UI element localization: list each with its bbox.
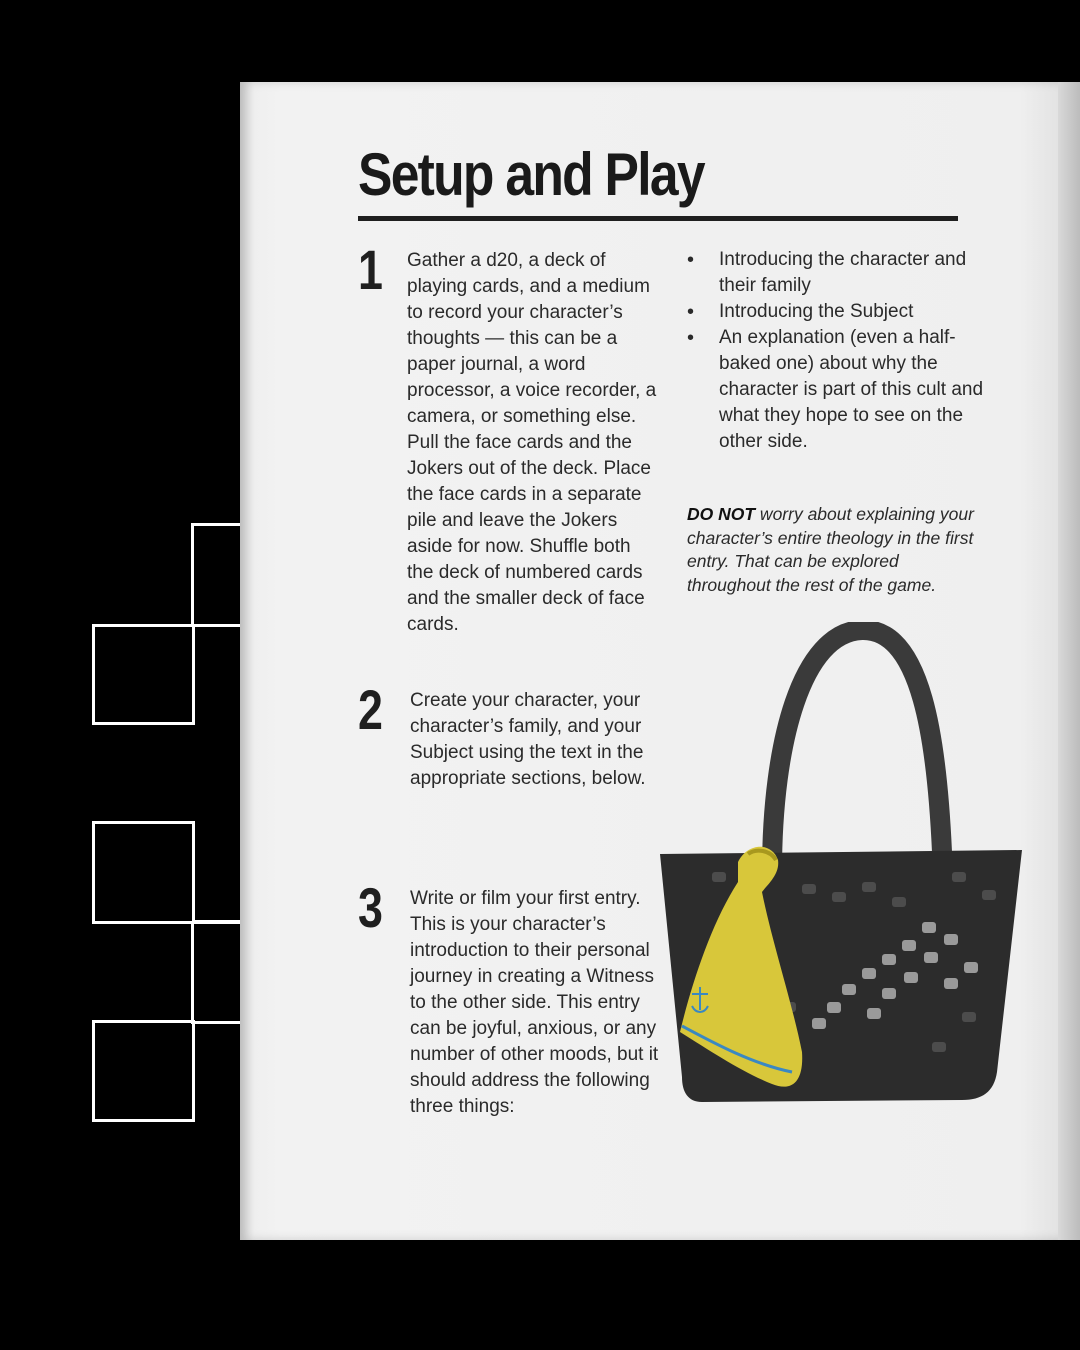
title-rule: [358, 216, 958, 221]
step-text: Create your character, your character’s family, and your Subject using the text in the appropriate sections, below.: [410, 690, 646, 789]
step-text: Write or film your first entry. This is your character’s introduction to their personal journey in creating a Witness to the other side. This entry can be joyful, anxious, or any number of other moods, but it should address the following three things:: [410, 888, 659, 1117]
tote-bag-illustration: [652, 622, 1028, 1202]
page-title: Setup and Play: [358, 141, 704, 208]
page-edge: [1058, 82, 1080, 1240]
bullet-item: • An explanation (even a half-baked one) about why the character is part of this cult and what they hope to see on the other side.: [687, 325, 987, 455]
note-text: [687, 503, 987, 597]
bullet-list: [687, 247, 987, 455]
book-page: [240, 82, 1080, 1240]
note-body: worry about explaining your character’s entire theology in the first entry. That can be explored throughout the rest of the game.: [687, 504, 974, 595]
bullet-item: • Introducing the character and their family: [687, 247, 987, 299]
step-number: 1: [358, 238, 383, 301]
decorative-square: [92, 821, 195, 924]
step-text: Gather a d20, a deck of playing cards, and a medium to record your character’s thoughts — this can be a paper journal, a word processor, a voice recorder, a camera, or something else. Pull the face cards and the Jokers out of the deck. Place the face cards in a separate pile and leave the Jokers aside for now. Shuffle both the deck of numbered cards and the smaller deck of face cards.: [407, 250, 657, 635]
decorative-square: [92, 1020, 195, 1122]
step-number: 3: [358, 876, 383, 939]
decorative-square: [92, 624, 195, 725]
note-emphasis: DO NOT: [687, 504, 756, 524]
bullet-item: • Introducing the Subject: [687, 299, 987, 325]
step-number: 2: [358, 678, 383, 741]
